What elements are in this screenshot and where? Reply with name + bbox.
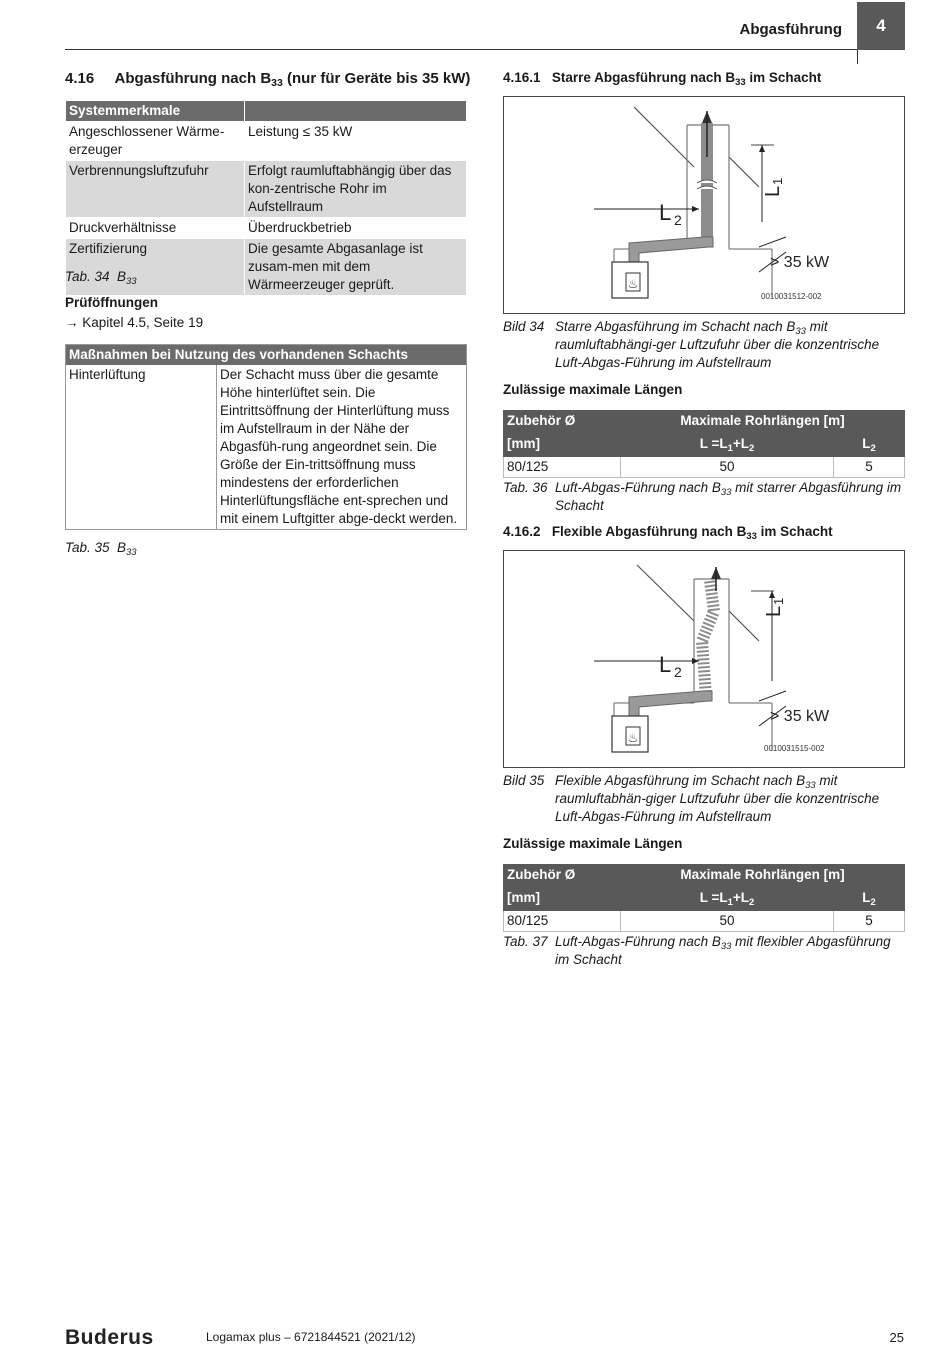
caption-number: Tab. 36	[503, 480, 548, 495]
subsection-title-post: im Schacht	[745, 70, 822, 85]
cell-L2: 5	[834, 911, 905, 932]
svg-text:1: 1	[770, 177, 785, 185]
table-35-value: Der Schacht muss über die gesamte Höhe hinterlüftet sein. Die Eintrittsöffnung der Hinterlüftung muss im Aufstellraum in der Nähe der Abgasfüh-rung angeordnet sein. Die Größe der Ein-trittsöffnung muss mindestens der erforderlichen Hinterlüftungsfläche ent-sprechen und mit einem Luftgitter abge-deckt werden.	[220, 367, 458, 526]
caption-pre: Luft-Abgas-Führung nach B	[555, 934, 721, 949]
table-34-key: Zertifizierung	[66, 239, 245, 296]
footer-document-id: Logamax plus – 6721844521 (2021/12)	[206, 1330, 416, 1344]
table-34-key: Druckverhältnisse	[66, 218, 245, 239]
caption-text	[555, 318, 905, 372]
table-35	[65, 344, 467, 530]
col-header-accessory: Zubehör Ø	[504, 865, 621, 888]
svg-text:♨: ♨	[627, 277, 639, 291]
label-power: > 35 kW	[770, 254, 830, 271]
subsection-title-sub: 33	[735, 77, 746, 88]
table-34-caption	[65, 268, 137, 286]
table-34	[65, 100, 467, 296]
svg-text:2: 2	[674, 212, 682, 228]
caption-post: mit flexibler Abgasführung im Schacht	[555, 934, 891, 967]
col-header-L: $L =L_1+L_2$	[621, 888, 834, 911]
page-number: 25	[889, 1330, 904, 1345]
caption-post: mit raumluftabhän-giger Luftzufuhr über die konzentrische Luft-Abgas-Führung im Aufstellraum	[555, 773, 880, 824]
col-header-L2: $L_2$	[834, 888, 905, 911]
caption-sub: 33	[126, 276, 137, 287]
figure-35	[503, 550, 905, 768]
subsection-heading-4-16-2	[503, 524, 833, 542]
label-L2: L	[659, 652, 672, 677]
svg-text:♨: ♨	[627, 731, 639, 745]
lengths-heading: Zulässige maximale Längen	[503, 382, 683, 397]
table-34-value: Überdruckbetrieb	[245, 218, 467, 239]
caption-pre: Starre Abgasführung im Schacht nach B	[555, 319, 796, 334]
caption-pre: Flexible Abgasführung im Schacht nach B	[555, 773, 806, 788]
caption-number: Tab. 34	[65, 269, 110, 284]
caption-text	[555, 933, 905, 969]
header-tick	[857, 50, 858, 64]
caption-text: B	[117, 540, 127, 555]
caption-sub: 33	[805, 780, 816, 791]
caption-sub: 33	[126, 547, 137, 558]
label-L1: L	[762, 185, 784, 197]
caption-pre: Luft-Abgas-Führung nach B	[555, 480, 721, 495]
table-36-caption	[503, 479, 905, 515]
rigid-flue-diagram	[504, 97, 904, 313]
caption-text: B	[117, 269, 127, 284]
caption-post: mit raumluftabhängi-ger Luftzufuhr über die konzentrische Luft-Abgas-Führung im Aufstellraum	[555, 319, 880, 370]
col-header-mm: [mm]	[504, 888, 621, 911]
subsection-heading-4-16-1	[503, 70, 822, 88]
flexible-flue-diagram	[504, 551, 904, 767]
cell-L: 50	[621, 911, 834, 932]
table-34-key: Angeschlossener Wärme-erzeuger	[66, 122, 245, 161]
table-34-value: Leistung ≤ 35 kW	[245, 122, 467, 161]
caption-text	[555, 479, 905, 515]
table-36	[503, 410, 905, 478]
caption-number: Tab. 35	[65, 540, 110, 555]
section-title-sub: 33	[271, 77, 283, 89]
table-34-value: Die gesamte Abgasanlage ist zusam-men mit dem Wärmeerzeuger geprüft.	[245, 239, 467, 296]
label-power: > 35 kW	[770, 708, 830, 725]
chapter-number: 4	[857, 2, 905, 50]
pruef-link[interactable]: → Kapitel 4.5, Seite 19	[65, 315, 204, 330]
lengths-heading: Zulässige maximale Längen	[503, 836, 683, 851]
figure-34	[503, 96, 905, 314]
figure-code: 0010031515-002	[764, 744, 825, 753]
section-title: Abgasführung nach B	[114, 70, 272, 87]
caption-post: mit starrer Abgasführung im Schacht	[555, 480, 902, 513]
table-37	[503, 864, 905, 932]
subsection-title-sub: 33	[746, 531, 757, 542]
cell-accessory: 80/125	[504, 457, 621, 478]
col-header-maxlength: Maximale Rohrlängen [m]	[621, 865, 905, 888]
table-35-key: Hinterlüftung	[66, 365, 217, 530]
svg-text:1: 1	[771, 597, 786, 605]
caption-number: Bild 34	[503, 319, 545, 334]
col-header-maxlength: Maximale Rohrlängen [m]	[621, 411, 905, 434]
chapter-title: Abgasführung	[739, 21, 842, 38]
table-34-value: Erfolgt raumluftabhängig über das kon-zentrische Rohr im Aufstellraum	[245, 161, 467, 218]
subsection-title: Starre Abgasführung nach B	[551, 70, 736, 85]
cell-L2: 5	[834, 457, 905, 478]
caption-number: Bild 35	[503, 773, 545, 788]
section-heading-4-16	[65, 70, 470, 87]
section-number: 4.16	[65, 70, 95, 87]
cell-accessory: 80/125	[504, 911, 621, 932]
subsection-number: 4.16.2	[503, 524, 541, 539]
col-header-L2: $L_2$	[834, 434, 905, 457]
table-35-header: Maßnahmen bei Nutzung des vorhandenen Schachts	[66, 345, 467, 366]
svg-text:2: 2	[674, 664, 682, 680]
caption-sub: 33	[720, 941, 732, 952]
col-header-mm: [mm]	[504, 434, 621, 457]
label-L2: L	[659, 200, 672, 225]
figure-34-caption	[503, 318, 905, 372]
section-title-post: (nur für Geräte bis 35 kW)	[282, 70, 471, 87]
table-37-caption	[503, 933, 905, 969]
caption-sub: 33	[720, 487, 732, 498]
col-header-accessory: Zubehör Ø	[504, 411, 621, 434]
table-34-header: Systemmerkmale	[66, 101, 245, 122]
subsection-title-post: im Schacht	[756, 524, 833, 539]
caption-sub: 33	[795, 326, 806, 337]
figure-35-caption	[503, 772, 905, 826]
caption-text	[555, 772, 905, 826]
header-rule	[65, 49, 857, 50]
label-L1: L	[763, 605, 785, 617]
figure-code: 0010031512-002	[761, 292, 822, 301]
buderus-logo: Buderus	[65, 1326, 154, 1349]
table-34-key: Verbrennungsluftzufuhr	[66, 161, 245, 218]
caption-number: Tab. 37	[503, 934, 548, 949]
table-34-header-empty	[245, 101, 467, 122]
col-header-L: $L =L_1+L_2$	[621, 434, 834, 457]
subsection-title: Flexible Abgasführung nach B	[551, 524, 747, 539]
table-35-caption	[65, 539, 137, 557]
subsection-number: 4.16.1	[503, 70, 541, 85]
pruef-heading: Prüföffnungen	[65, 295, 158, 310]
cell-L: 50	[621, 457, 834, 478]
